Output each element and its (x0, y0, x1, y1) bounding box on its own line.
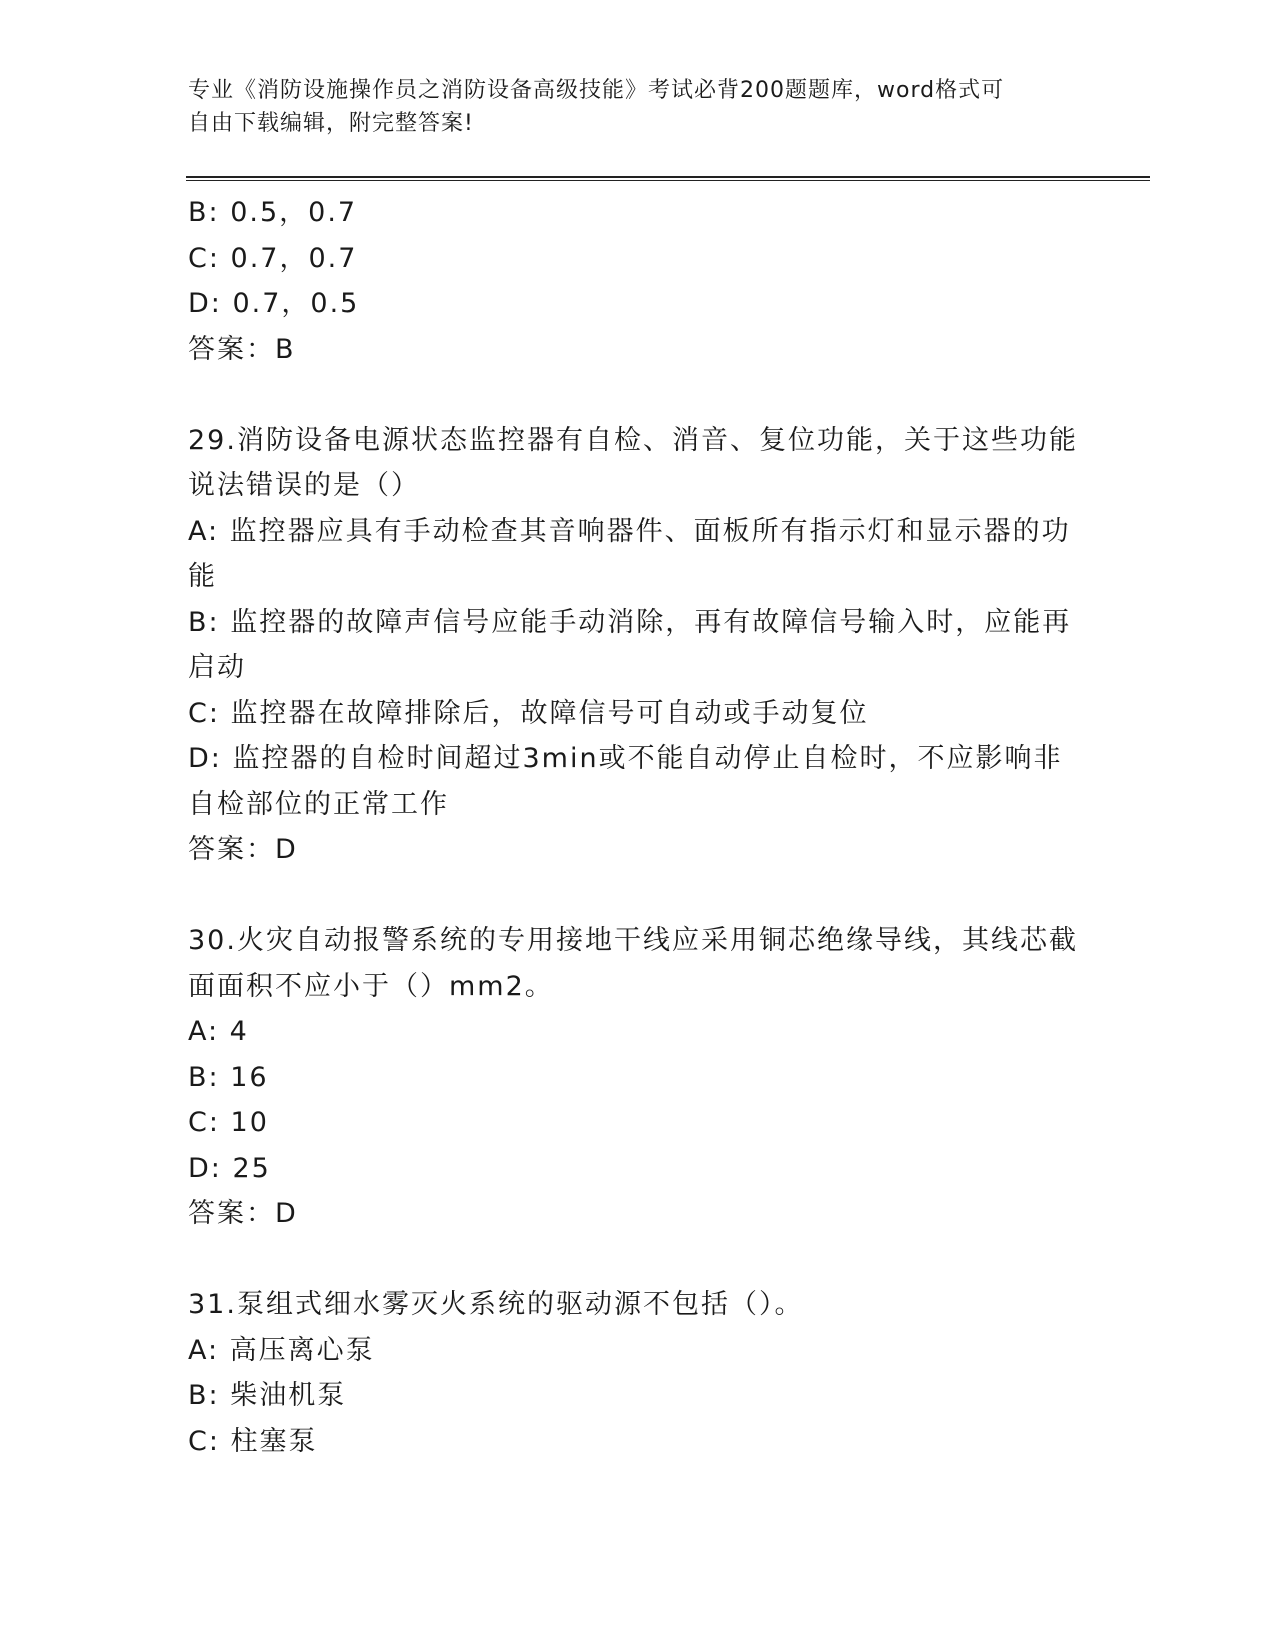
document-body (188, 190, 1088, 1464)
option-d-continued: 自检部位的正常工作 (188, 788, 449, 820)
question-stem: 30.火灾自动报警系统的专用接地干线应采用铜芯绝缘导线，其线芯截 (188, 925, 1078, 956)
answer: 答案：B (188, 333, 296, 365)
question-stem: 31.泵组式细水雾灭火系统的驱动源不包括（）。 (188, 1289, 804, 1320)
option-a: A: 高压离心泵 (188, 1334, 375, 1366)
header-line-2: 自由下载编辑，附完整答案! (188, 111, 474, 136)
spacer (188, 1237, 1088, 1283)
question-stem: 29.消防设备电源状态监控器有自检、消音、复位功能，关于这些功能 (188, 424, 1078, 456)
option-d: D: 25 (188, 1152, 271, 1184)
option-b: B: 0.5，0.7 (188, 197, 358, 228)
question-30 (188, 918, 1088, 1237)
option-d: D: 监控器的自检时间超过3min或不能自动停止自检时，不应影响非 (188, 743, 1063, 774)
option-a: A: 4 (188, 1016, 249, 1047)
spacer (188, 873, 1088, 919)
option-a: A: 监控器应具有手动检查其音响器件、面板所有指示灯和显示器的功 (188, 515, 1071, 547)
answer: 答案：D (188, 834, 298, 865)
option-a-continued: 能 (188, 561, 217, 592)
option-b: B: 监控器的故障声信号应能手动消除，再有故障信号输入时，应能再 (188, 606, 1072, 638)
question-31 (188, 1282, 1088, 1464)
option-c: C: 监控器在故障排除后，故障信号可自动或手动复位 (188, 697, 869, 729)
spacer (188, 372, 1088, 418)
question-28-tail (188, 190, 1088, 372)
option-b-continued: 启动 (188, 652, 246, 683)
option-b: B: 16 (188, 1061, 269, 1093)
header-divider (186, 176, 1150, 181)
document-header (188, 74, 1088, 140)
question-29 (188, 418, 1088, 873)
option-c: C: 10 (188, 1107, 269, 1138)
question-stem: 面面积不应小于（）mm2。 (188, 970, 554, 1002)
option-d: D: 0.7，0.5 (188, 288, 360, 319)
option-b: B: 柴油机泵 (188, 1380, 347, 1411)
header-line-1: 专业《消防设施操作员之消防设备高级技能》考试必背200题题库，word格式可 (188, 78, 1005, 103)
option-c: C: 柱塞泵 (188, 1425, 318, 1457)
answer: 答案：D (188, 1198, 298, 1229)
option-c: C: 0.7，0.7 (188, 242, 358, 274)
question-stem: 说法错误的是（） (188, 470, 420, 501)
